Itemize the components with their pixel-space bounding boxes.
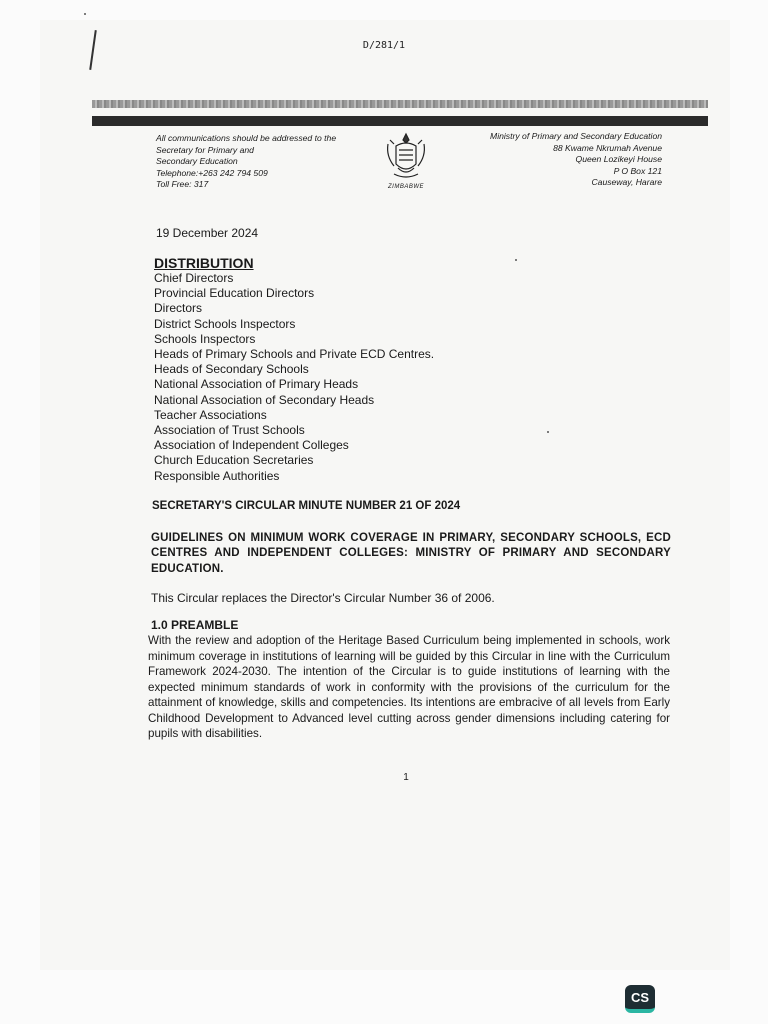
distribution-item: Heads of Primary Schools and Private ECD Centres. xyxy=(154,347,435,362)
contact-line: Secretary for Primary and xyxy=(156,144,254,155)
distribution-item: National Association of Primary Heads xyxy=(154,377,359,392)
distribution-heading: DISTRIBUTION xyxy=(154,255,254,271)
distribution-item: Chief Directors xyxy=(154,271,234,285)
scan-speck xyxy=(547,431,549,433)
preamble-body: With the review and adoption of the Heritage Based Curriculum being implemented in schools, work minimum coverage in institutions of learning will be guided by this Circular in line with the Curriculum Framework 2024-2030. The intention of the Circular is to guide institutions of learning with the expected minimum standards of work in conformity with the provisions of the curriculum for the attainment of knowledge, skills and competencies. Its intentions are embracive of all levels from Early Childhood Development to Advanced level cutting across gender dimensions including catering for pupils with disabilities. xyxy=(148,634,670,740)
letterhead-band xyxy=(92,100,708,126)
letterhead-band-top xyxy=(92,100,708,108)
reference-code: D/281/1 xyxy=(362,40,406,51)
guidelines-heading: GUIDELINES ON MINIMUM WORK COVERAGE IN PRIMARY, SECONDARY SCHOOLS, ECD CENTRES AND INDEPENDENT COLLEGES: MINISTRY OF PRIMARY AND SECONDARY EDUCATION. xyxy=(151,532,671,575)
contact-line: Secondary Education xyxy=(156,156,238,167)
address-line: Queen Lozikeyi House xyxy=(575,154,662,165)
contact-line: All communications should be addressed to the xyxy=(156,133,337,143)
contact-line: Telephone:+263 242 794 509 xyxy=(156,167,268,178)
letterhead-address-block xyxy=(450,131,662,189)
replaces-note: This Circular replaces the Director's Circular Number 36 of 2006. xyxy=(151,591,495,605)
distribution-list xyxy=(154,271,434,484)
page-number: 1 xyxy=(403,772,409,783)
distribution-item: National Association of Secondary Heads xyxy=(154,392,375,407)
document-date: 19 December 2024 xyxy=(156,226,259,240)
address-line: P O Box 121 xyxy=(613,165,662,176)
distribution-item: Heads of Secondary Schools xyxy=(154,362,309,377)
contact-line: Toll Free: 317 xyxy=(156,179,209,190)
distribution-item: Responsible Authorities xyxy=(154,468,280,483)
distribution-item: Association of Trust Schools xyxy=(154,423,305,438)
crest-caption: ZIMBABWE xyxy=(387,184,424,190)
letterhead-band-bottom xyxy=(92,116,708,126)
scan-speck xyxy=(84,13,86,15)
letterhead-contact-block xyxy=(156,133,366,191)
distribution-item: District Schools Inspectors xyxy=(154,316,296,331)
address-line: 88 Kwame Nkrumah Avenue xyxy=(553,142,662,153)
distribution-item: Schools Inspectors xyxy=(154,331,256,346)
preamble-heading: 1.0 PREAMBLE xyxy=(151,618,239,632)
distribution-item: Provincial Education Directors xyxy=(154,286,315,301)
circular-title: SECRETARY'S CIRCULAR MINUTE NUMBER 21 OF 2024 xyxy=(152,500,461,512)
camscanner-logo-icon: CS xyxy=(625,985,655,1013)
distribution-item: Directors xyxy=(154,301,203,316)
distribution-item: Church Education Secretaries xyxy=(154,453,314,468)
address-line: Ministry of Primary and Secondary Education xyxy=(490,131,662,141)
distribution-item: Teacher Associations xyxy=(154,407,267,422)
address-line: Causeway, Harare xyxy=(591,177,662,188)
scan-speck xyxy=(515,259,517,261)
distribution-item: Association of Independent Colleges xyxy=(154,438,349,453)
